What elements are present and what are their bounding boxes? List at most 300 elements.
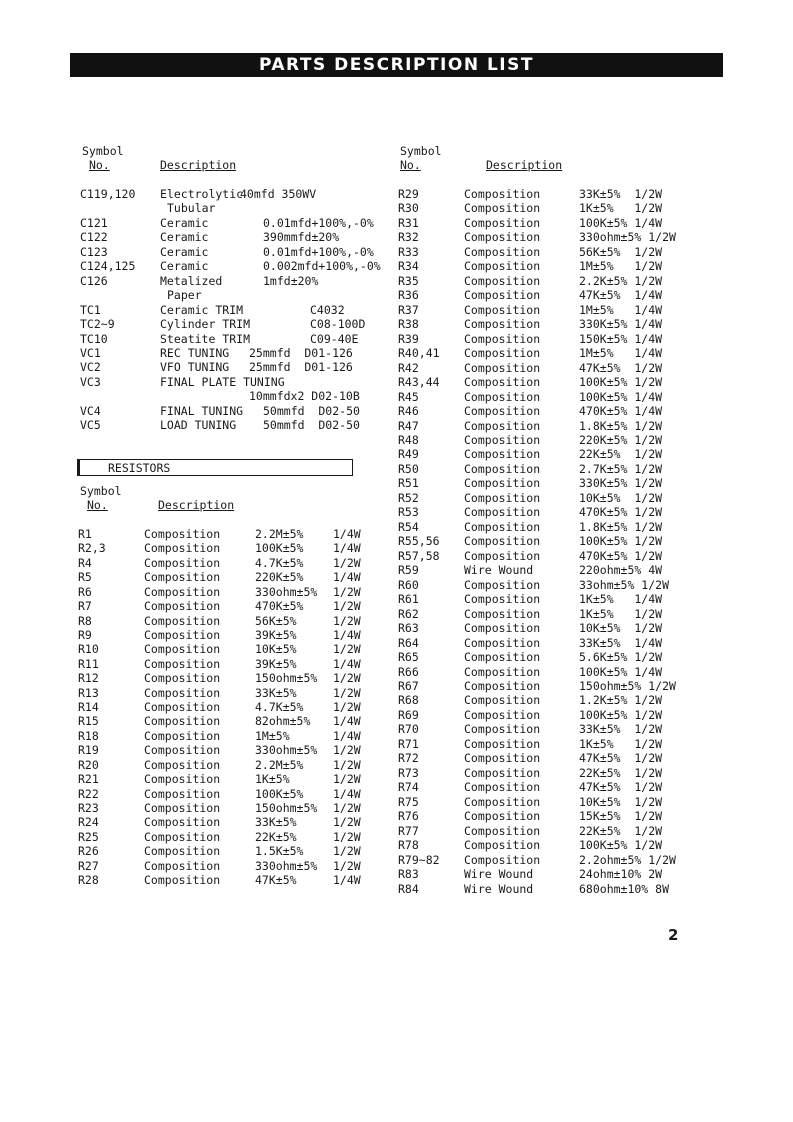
description-cell: Ceramic TRIM (160, 302, 244, 317)
description-cell: Electrolytic (160, 187, 244, 201)
description-cell: Ceramic (160, 244, 209, 259)
description-cell: Composition (464, 375, 541, 390)
rating-cell: 1/2W (333, 772, 361, 787)
symbol-cell: R52 (398, 490, 419, 505)
description-cell: Composition (464, 838, 541, 853)
description-cell: Composition (464, 187, 541, 201)
value-cell: 1K±5% 1/2W (579, 201, 663, 216)
symbol-cell: R49 (398, 447, 419, 462)
symbol-cell: R55,56 (398, 534, 440, 549)
symbol-cell: R57,58 (398, 548, 440, 563)
value-cell: 390mmfd±20% (263, 230, 340, 245)
value-cell: 1K±5% 1/2W (579, 606, 663, 621)
symbol-cell: R34 (398, 259, 419, 274)
symbol-cell: R6 (78, 584, 92, 599)
description-cell: Composition (144, 786, 221, 801)
value-cell: 100K±5% 1/4W (579, 215, 663, 230)
symbol-cell: R20 (78, 757, 99, 772)
rating-cell: 1/2W (333, 599, 361, 614)
value-cell: 100K±5% 1/2W (579, 707, 663, 722)
value-cell: 1M±5% 1/4W (579, 346, 663, 361)
value-cell: 10K±5% 1/2W (579, 490, 663, 505)
value-cell: 1mfd±20% (263, 273, 319, 288)
description-cell: Composition (464, 621, 541, 636)
value-cell: 10mmfdx2 D02-10B (249, 389, 360, 404)
rating-cell: 1/2W (333, 584, 361, 599)
value-cell: 100K±5% 1/4W (579, 664, 663, 679)
symbol-cell: R78 (398, 838, 419, 853)
res-symbol-header: Symbol (80, 484, 122, 498)
symbol-cell: R4 (78, 555, 92, 570)
value-cell: 56K±5% (255, 613, 297, 628)
value-cell: 0.01mfd+100%,-0% (263, 215, 374, 230)
value-cell: 1.8K±5% 1/2W (579, 519, 663, 534)
symbol-cell: R51 (398, 476, 419, 491)
symbol-cell: R47 (398, 418, 419, 433)
description-cell: Composition (464, 389, 541, 404)
description-cell: Composition (144, 642, 221, 657)
description-cell: Ceramic (160, 259, 209, 274)
value-cell: 33ohm±5% 1/2W (579, 577, 670, 592)
symbol-cell: C122 (80, 230, 108, 245)
symbol-cell: R83 (398, 867, 419, 882)
symbol-cell: R12 (78, 671, 99, 686)
symbol-cell: R70 (398, 722, 419, 737)
rating-cell: 1/2W (333, 613, 361, 628)
symbol-cell: R71 (398, 736, 419, 751)
symbol-cell: VC4 (80, 403, 101, 418)
value-cell: 24ohm±10% 2W (579, 867, 663, 882)
description-cell: Composition (464, 476, 541, 491)
symbol-cell: R36 (398, 288, 419, 303)
description-cell: Composition (144, 829, 221, 844)
description-cell: Composition (144, 815, 221, 830)
description-cell: FINAL PLATE TUNING (160, 374, 285, 389)
description-cell: Ceramic (160, 230, 209, 245)
rating-cell: 1/2W (333, 555, 361, 570)
value-cell: 25mmfd D01-126 (249, 345, 353, 360)
value-cell: 150ohm±5% (255, 800, 318, 815)
right-symbol-header: Symbol (400, 144, 442, 158)
value-cell: 33K±5% 1/2W (579, 722, 663, 737)
value-cell: 100K±5% 1/2W (579, 375, 663, 390)
value-cell: 39K±5% (255, 627, 297, 642)
symbol-cell: R53 (398, 505, 419, 520)
rating-cell: 1/4W (333, 728, 361, 743)
symbol-cell: R25 (78, 829, 99, 844)
description-cell: Composition (144, 627, 221, 642)
description-cell: Paper (167, 288, 202, 303)
symbol-cell: R14 (78, 700, 99, 715)
description-cell: Composition (464, 765, 541, 780)
rating-cell: 1/4W (333, 570, 361, 585)
value-cell: 2.2M±5% (255, 527, 304, 541)
rating-cell: 1/2W (333, 700, 361, 715)
right-no-header: No. (400, 158, 421, 172)
value-cell: 470K±5% (255, 599, 304, 614)
value-cell: 1.5K±5% (255, 844, 304, 859)
symbol-cell: R5 (78, 570, 92, 585)
symbol-cell: R68 (398, 693, 419, 708)
description-cell: Cylinder TRIM (160, 317, 251, 332)
value-cell: 1.8K±5% 1/2W (579, 418, 663, 433)
symbol-cell: R8 (78, 613, 92, 628)
symbol-cell: C126 (80, 273, 108, 288)
value-cell: 100K±5% 1/4W (579, 389, 663, 404)
description-cell: Composition (464, 302, 541, 317)
value-cell: 100K±5% 1/2W (579, 838, 663, 853)
symbol-cell: R75 (398, 794, 419, 809)
value-cell: 10K±5% 1/2W (579, 621, 663, 636)
value-cell: 150ohm±5% (255, 671, 318, 686)
description-cell: Composition (144, 844, 221, 859)
value-cell: 330ohm±5% (255, 858, 318, 873)
description-cell: Composition (144, 743, 221, 758)
value-cell: 220ohm±5% 4W (579, 563, 663, 578)
symbol-cell: R30 (398, 201, 419, 216)
description-cell: Metalized (160, 273, 223, 288)
symbol-cell: C124,125 (80, 259, 136, 274)
value-cell: 33K±5% (255, 685, 297, 700)
symbol-cell: R62 (398, 606, 419, 621)
description-cell: Composition (144, 671, 221, 686)
symbol-cell: R77 (398, 823, 419, 838)
description-cell: Composition (464, 548, 541, 563)
symbol-cell: R43,44 (398, 375, 440, 390)
description-cell: Composition (144, 599, 221, 614)
symbol-cell: R84 (398, 881, 419, 896)
rating-cell: 1/2W (333, 671, 361, 686)
description-cell: Composition (464, 259, 541, 274)
value-cell: 330ohm±5% (255, 584, 318, 599)
value-cell: 2.2M±5% (255, 757, 304, 772)
description-cell: Composition (464, 592, 541, 607)
symbol-cell: R35 (398, 273, 419, 288)
value-cell: 150ohm±5% 1/2W (579, 678, 676, 693)
value-cell: 220K±5% (255, 570, 304, 585)
rating-cell: 1/4W (333, 627, 361, 642)
value-cell: 50mmfd D02-50 (263, 403, 360, 418)
rating-cell: 1/2W (333, 800, 361, 815)
symbol-cell: R50 (398, 461, 419, 476)
description-cell: Steatite TRIM (160, 331, 251, 346)
value-cell: 4.7K±5% (255, 555, 304, 570)
description-cell: VFO TUNING (160, 360, 230, 375)
description-cell: Composition (464, 505, 541, 520)
description-cell: Composition (464, 577, 541, 592)
symbol-cell: R31 (398, 215, 419, 230)
symbol-cell: R67 (398, 678, 419, 693)
description-cell: REC TUNING (160, 345, 230, 360)
description-cell: Composition (464, 331, 541, 346)
rating-cell: 1/2W (333, 815, 361, 830)
description-cell: Composition (464, 244, 541, 259)
description-cell: Composition (464, 273, 541, 288)
symbol-cell: R65 (398, 650, 419, 665)
right-description-header: Description (486, 158, 563, 172)
description-cell: Composition (144, 873, 221, 888)
symbol-cell: R11 (78, 656, 99, 671)
description-cell: Composition (144, 700, 221, 715)
rating-cell: 1/4W (333, 541, 361, 556)
value-cell: 22K±5% 1/2W (579, 765, 663, 780)
value-cell: 47K±5% 1/2W (579, 360, 663, 375)
value-cell: 150K±5% 1/4W (579, 331, 663, 346)
description-cell: Composition (464, 852, 541, 867)
rating-cell: 1/2W (333, 829, 361, 844)
value-cell: C4032 (310, 302, 345, 317)
description-cell: Composition (464, 809, 541, 824)
description-cell: Composition (464, 346, 541, 361)
symbol-cell: R72 (398, 751, 419, 766)
description-cell: Composition (144, 527, 221, 541)
resistors-section-label: RESISTORS (77, 459, 353, 476)
value-cell: C08-100D (310, 317, 366, 332)
value-cell: 330ohm±5% (255, 743, 318, 758)
value-cell: 25mmfd D01-126 (249, 360, 353, 375)
description-cell: Composition (464, 230, 541, 245)
symbol-cell: R42 (398, 360, 419, 375)
rating-cell: 1/4W (333, 873, 361, 888)
value-cell: 56K±5% 1/2W (579, 244, 663, 259)
symbol-cell: R1 (78, 527, 92, 541)
description-cell: Composition (464, 823, 541, 838)
description-cell: Composition (144, 800, 221, 815)
description-cell: Composition (464, 317, 541, 332)
symbol-cell: R48 (398, 432, 419, 447)
value-cell: 1K±5% (255, 772, 290, 787)
description-cell: Composition (144, 772, 221, 787)
description-cell: Composition (464, 693, 541, 708)
rating-cell: 1/4W (333, 527, 361, 541)
value-cell: 47K±5% 1/2W (579, 751, 663, 766)
value-cell: 470K±5% 1/2W (579, 548, 663, 563)
description-cell: Composition (464, 201, 541, 216)
description-cell: Composition (464, 736, 541, 751)
value-cell: 1M±5% 1/2W (579, 259, 663, 274)
value-cell: 330K±5% 1/2W (579, 476, 663, 491)
value-cell: 15K±5% 1/2W (579, 809, 663, 824)
page-number: 2 (668, 926, 679, 944)
description-cell: Composition (464, 722, 541, 737)
description-cell: Composition (464, 418, 541, 433)
description-cell: Composition (464, 519, 541, 534)
symbol-cell: R18 (78, 728, 99, 743)
symbol-cell: R22 (78, 786, 99, 801)
symbol-cell: R2,3 (78, 541, 106, 556)
value-cell: 10K±5% 1/2W (579, 794, 663, 809)
value-cell: 39K±5% (255, 656, 297, 671)
value-cell: C09-40E (310, 331, 359, 346)
value-cell: 82ohm±5% (255, 714, 311, 729)
symbol-cell: R15 (78, 714, 99, 729)
description-cell: Composition (144, 541, 221, 556)
value-cell: 4.7K±5% (255, 700, 304, 715)
description-cell: Composition (464, 780, 541, 795)
symbol-cell: R59 (398, 563, 419, 578)
symbol-cell: R73 (398, 765, 419, 780)
description-cell: Composition (144, 757, 221, 772)
value-cell: 100K±5% 1/2W (579, 534, 663, 549)
description-cell: Composition (144, 714, 221, 729)
description-cell: Composition (464, 432, 541, 447)
description-cell: Composition (464, 288, 541, 303)
value-cell: 330K±5% 1/4W (579, 317, 663, 332)
description-cell: Composition (144, 728, 221, 743)
description-cell: FINAL TUNING (160, 403, 244, 418)
value-cell: 47K±5% (255, 873, 297, 888)
value-cell: 22K±5% 1/2W (579, 447, 663, 462)
symbol-cell: R27 (78, 858, 99, 873)
res-description-header: Description (158, 498, 235, 512)
rating-cell: 1/2W (333, 685, 361, 700)
symbol-cell: R37 (398, 302, 419, 317)
description-cell: Composition (464, 534, 541, 549)
symbol-cell: C121 (80, 215, 108, 230)
description-cell: Composition (464, 678, 541, 693)
description-cell: Composition (464, 751, 541, 766)
value-cell: 33K±5% 1/4W (579, 635, 663, 650)
symbol-cell: R76 (398, 809, 419, 824)
description-cell: Composition (144, 613, 221, 628)
symbol-cell: R66 (398, 664, 419, 679)
symbol-cell: R33 (398, 244, 419, 259)
symbol-cell: R45 (398, 389, 419, 404)
rating-cell: 1/2W (333, 844, 361, 859)
symbol-cell: R21 (78, 772, 99, 787)
value-cell: 5.6K±5% 1/2W (579, 650, 663, 665)
value-cell: 2.7K±5% 1/2W (579, 461, 663, 476)
description-cell: Composition (464, 490, 541, 505)
value-cell: 1K±5% 1/2W (579, 736, 663, 751)
value-cell: 47K±5% 1/4W (579, 288, 663, 303)
rating-cell: 1/2W (333, 642, 361, 657)
symbol-cell: C123 (80, 244, 108, 259)
description-cell: LOAD TUNING (160, 418, 237, 433)
description-cell: Ceramic (160, 215, 209, 230)
symbol-cell: R9 (78, 627, 92, 642)
rating-cell: 1/2W (333, 757, 361, 772)
symbol-cell: R24 (78, 815, 99, 830)
description-cell: Composition (144, 656, 221, 671)
page-title: PARTS DESCRIPTION LIST (70, 53, 723, 77)
description-cell: Composition (464, 606, 541, 621)
description-cell: Composition (464, 794, 541, 809)
symbol-cell: VC1 (80, 345, 101, 360)
rating-cell: 1/4W (333, 786, 361, 801)
value-cell: 40mfd 350WV (240, 187, 317, 201)
description-cell: Composition (464, 664, 541, 679)
description-cell: Composition (144, 685, 221, 700)
res-no-header: No. (87, 498, 108, 512)
symbol-cell: R38 (398, 317, 419, 332)
description-cell: Composition (464, 404, 541, 419)
value-cell: 33K±5% (255, 815, 297, 830)
symbol-cell: C119,120 (80, 187, 136, 201)
symbol-cell: R74 (398, 780, 419, 795)
value-cell: 0.01mfd+100%,-0% (263, 244, 374, 259)
symbol-cell: R26 (78, 844, 99, 859)
symbol-cell: R39 (398, 331, 419, 346)
description-cell: Composition (464, 635, 541, 650)
symbol-cell: TC1 (80, 302, 101, 317)
cap-symbol-header: Symbol (82, 144, 124, 158)
symbol-cell: R79~82 (398, 852, 440, 867)
value-cell: 33K±5% 1/2W (579, 187, 663, 201)
symbol-cell: R60 (398, 577, 419, 592)
value-cell: 47K±5% 1/2W (579, 780, 663, 795)
description-cell: Composition (464, 447, 541, 462)
description-cell: Composition (464, 650, 541, 665)
symbol-cell: R10 (78, 642, 99, 657)
rating-cell: 1/4W (333, 656, 361, 671)
description-cell: Wire Wound (464, 881, 534, 896)
symbol-cell: VC2 (80, 360, 101, 375)
symbol-cell: R19 (78, 743, 99, 758)
description-cell: Tubular (167, 201, 216, 216)
rating-cell: 1/4W (333, 714, 361, 729)
value-cell: 22K±5% 1/2W (579, 823, 663, 838)
value-cell: 470K±5% 1/2W (579, 505, 663, 520)
description-cell: Composition (144, 555, 221, 570)
symbol-cell: R64 (398, 635, 419, 650)
symbol-cell: R61 (398, 592, 419, 607)
symbol-cell: R29 (398, 187, 419, 201)
symbol-cell: TC2~9 (80, 317, 115, 332)
description-cell: Composition (144, 858, 221, 873)
symbol-cell: TC10 (80, 331, 108, 346)
symbol-cell: R32 (398, 230, 419, 245)
description-cell: Wire Wound (464, 867, 534, 882)
description-cell: Composition (464, 461, 541, 476)
description-cell: Composition (464, 215, 541, 230)
cap-description-header: Description (160, 158, 237, 172)
value-cell: 100K±5% (255, 541, 304, 556)
symbol-cell: R46 (398, 404, 419, 419)
value-cell: 50mmfd D02-50 (263, 418, 360, 433)
symbol-cell: R28 (78, 873, 99, 888)
value-cell: 10K±5% (255, 642, 297, 657)
rating-cell: 1/2W (333, 858, 361, 873)
symbol-cell: R63 (398, 621, 419, 636)
value-cell: 0.002mfd+100%,-0% (263, 259, 381, 274)
symbol-cell: R69 (398, 707, 419, 722)
description-cell: Composition (464, 707, 541, 722)
value-cell: 330ohm±5% 1/2W (579, 230, 676, 245)
description-cell: Composition (144, 584, 221, 599)
value-cell: 680ohm±10% 8W (579, 881, 670, 896)
description-cell: Composition (464, 360, 541, 375)
value-cell: 1M±5% 1/4W (579, 302, 663, 317)
value-cell: 1K±5% 1/4W (579, 592, 663, 607)
value-cell: 1M±5% (255, 728, 290, 743)
value-cell: 220K±5% 1/2W (579, 432, 663, 447)
cap-no-header: No. (89, 158, 110, 172)
value-cell: 2.2K±5% 1/2W (579, 273, 663, 288)
symbol-cell: R40,41 (398, 346, 440, 361)
symbol-cell: R54 (398, 519, 419, 534)
description-cell: Wire Wound (464, 563, 534, 578)
value-cell: 22K±5% (255, 829, 297, 844)
symbol-cell: R23 (78, 800, 99, 815)
symbol-cell: R13 (78, 685, 99, 700)
symbol-cell: R7 (78, 599, 92, 614)
description-cell: Composition (144, 570, 221, 585)
value-cell: 1.2K±5% 1/2W (579, 693, 663, 708)
rating-cell: 1/2W (333, 743, 361, 758)
value-cell: 470K±5% 1/4W (579, 404, 663, 419)
value-cell: 2.2ohm±5% 1/2W (579, 852, 676, 867)
